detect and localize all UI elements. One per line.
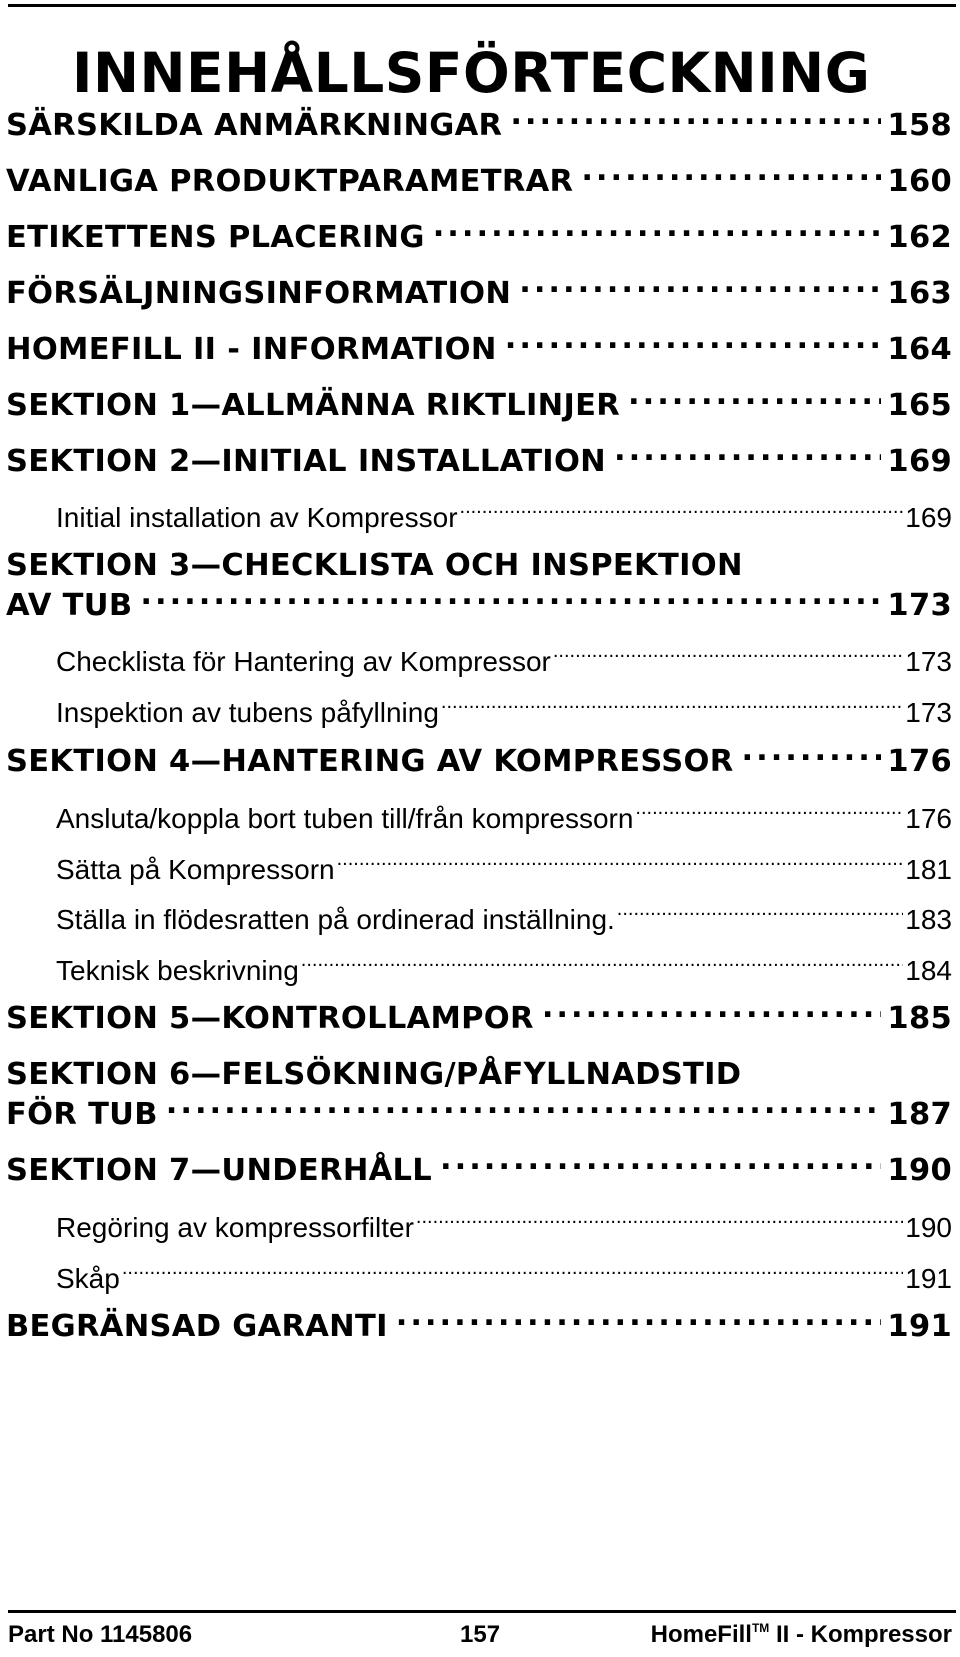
- toc-entry-page: 176: [905, 803, 952, 834]
- dot-leader: [614, 441, 881, 472]
- toc-entry-etikettens-placering[interactable]: [6, 216, 952, 260]
- toc-entry-page: 160: [887, 164, 952, 199]
- toc-entry-label: Sätta på Kompressorn: [56, 854, 335, 885]
- dot-leader: [542, 998, 882, 1029]
- dot-leader: [742, 741, 882, 772]
- toc-subentry-checklista[interactable]: [56, 642, 952, 682]
- dot-leader: [635, 800, 903, 828]
- dot-leader: [581, 161, 881, 192]
- dot-leader: [122, 1260, 903, 1288]
- toc-entry-page: 173: [905, 646, 952, 677]
- dot-leader: [460, 499, 904, 527]
- toc-entry-page: 185: [887, 1001, 952, 1036]
- toc-entry-vanliga-produktparametrar[interactable]: [6, 160, 952, 204]
- dot-leader: [140, 585, 881, 616]
- trademark-symbol: TM: [751, 1621, 770, 1635]
- dot-leader: [416, 1209, 903, 1237]
- toc-entry-page: 165: [887, 388, 952, 423]
- toc-entry-page: 191: [887, 1309, 952, 1344]
- toc-subentry-regoring[interactable]: [56, 1208, 952, 1248]
- toc-entry-label: Skåp: [56, 1263, 120, 1294]
- toc-entry-page: 163: [887, 276, 952, 311]
- dot-leader: [440, 1150, 881, 1181]
- toc-entry-sektion-6-line1[interactable]: SEKTION 6—FELSÖKNING/PÅFYLLNADSTID: [6, 1057, 742, 1092]
- page-footer: [8, 1618, 952, 1652]
- toc-entry-label: SEKTION 4—HANTERING AV KOMPRESSOR: [6, 744, 734, 779]
- toc-subentry-teknisk-beskrivning[interactable]: [56, 951, 952, 991]
- dot-leader: [628, 385, 881, 416]
- toc-entry-label: Initial installation av Kompressor: [56, 502, 458, 533]
- footer-part-number: Part No 1145806: [8, 1621, 193, 1648]
- toc-entry-page: 187: [887, 1097, 952, 1132]
- toc-entry-sektion-3-line1[interactable]: SEKTION 3—CHECKLISTA OCH INSPEKTION: [6, 548, 743, 583]
- dot-leader: [505, 329, 882, 360]
- toc-entry-label: Checklista för Hantering av Kompressor: [56, 646, 551, 677]
- toc-subentry-satta-pa[interactable]: [56, 850, 952, 890]
- toc-entry-label: Ansluta/koppla bort tuben till/från kompressorn: [56, 803, 634, 834]
- dot-leader: [337, 851, 904, 879]
- dot-leader: [301, 952, 904, 980]
- toc-entry-page: 169: [887, 444, 952, 479]
- table-of-contents: [6, 0, 952, 1560]
- toc-entry-homefill-information[interactable]: [6, 328, 952, 372]
- toc-entry-label: SEKTION 7—UNDERHÅLL: [6, 1153, 433, 1188]
- toc-entry-label: SEKTION 2—INITIAL INSTALLATION: [6, 444, 607, 479]
- toc-entry-forsaljningsinformation[interactable]: [6, 272, 952, 316]
- toc-entry-label: Teknisk beskrivning: [56, 955, 299, 986]
- toc-entry-label: Inspektion av tubens påfyllning: [56, 697, 439, 728]
- dot-leader: [510, 105, 881, 136]
- dot-leader: [441, 694, 903, 722]
- toc-entry-page: 190: [887, 1153, 952, 1188]
- toc-entry-page: 191: [905, 1263, 952, 1294]
- toc-subentry-stalla-in[interactable]: [56, 900, 952, 940]
- toc-entry-sektion-3[interactable]: [6, 584, 952, 628]
- toc-entry-page: 176: [887, 744, 952, 779]
- toc-subentry-ansluta[interactable]: [56, 799, 952, 839]
- dot-leader: [166, 1094, 882, 1125]
- toc-entry-sektion-2[interactable]: [6, 440, 952, 484]
- dot-leader: [617, 901, 903, 929]
- toc-entry-label: AV TUB: [6, 588, 133, 623]
- toc-entry-page: 183: [905, 904, 952, 935]
- toc-entry-begransad-garanti[interactable]: [6, 1305, 952, 1349]
- toc-entry-label: SÄRSKILDA ANMÄRKNINGAR: [6, 108, 503, 143]
- toc-entry-sektion-7[interactable]: [6, 1149, 952, 1193]
- dot-leader: [433, 217, 882, 248]
- toc-entry-label: HOMEFILL II - INFORMATION: [6, 332, 497, 367]
- toc-entry-page: 158: [887, 108, 952, 143]
- toc-entry-page: 190: [905, 1212, 952, 1243]
- toc-entry-sektion-4[interactable]: [6, 740, 952, 784]
- toc-entry-label: VANLIGA PRODUKTPARAMETRAR: [6, 164, 574, 199]
- dot-leader: [519, 273, 881, 304]
- toc-entry-page: 162: [887, 220, 952, 255]
- toc-entry-label: SEKTION 1—ALLMÄNNA RIKTLINJER: [6, 388, 621, 423]
- dot-leader: [553, 643, 903, 671]
- toc-entry-label: FÖRSÄLJNINGSINFORMATION: [6, 276, 512, 311]
- toc-entry-label: Regöring av kompressorfilter: [56, 1212, 414, 1243]
- toc-entry-sektion-1[interactable]: [6, 384, 952, 428]
- toc-entry-sektion-5[interactable]: [6, 997, 952, 1041]
- toc-entry-label: FÖR TUB: [6, 1097, 158, 1132]
- page-title: INNEHÅLLSFÖRTECKNING: [72, 41, 871, 105]
- toc-entry-page: 164: [887, 332, 952, 367]
- toc-entry-page: 173: [905, 697, 952, 728]
- toc-entry-page: 173: [887, 588, 952, 623]
- toc-entry-page: 169: [905, 502, 952, 533]
- footer-product-brand: HomeFill: [650, 1621, 752, 1648]
- toc-entry-sarskilda-anmarkningar[interactable]: [6, 104, 952, 148]
- bottom-rule: [8, 1610, 956, 1613]
- toc-entry-label: SEKTION 5—KONTROLLAMPOR: [6, 1001, 534, 1036]
- toc-entry-label: ETIKETTENS PLACERING: [6, 220, 425, 255]
- footer-product-name: [651, 1618, 952, 1652]
- dot-leader: [396, 1306, 882, 1337]
- toc-entry-sektion-6[interactable]: [6, 1093, 952, 1137]
- toc-entry-label: Ställa in flödesratten på ordinerad inställning.: [56, 904, 615, 935]
- toc-subentry-inspektion[interactable]: [56, 693, 952, 733]
- toc-subentry-skap[interactable]: [56, 1259, 952, 1299]
- footer-product-suffix: II - Kompressor: [769, 1621, 952, 1648]
- toc-subentry-initial-installation[interactable]: [56, 498, 952, 538]
- footer-page-number: 157: [460, 1621, 501, 1648]
- toc-entry-label: BEGRÄNSAD GARANTI: [6, 1309, 388, 1344]
- toc-entry-page: 181: [905, 854, 952, 885]
- toc-entry-page: 184: [905, 955, 952, 986]
